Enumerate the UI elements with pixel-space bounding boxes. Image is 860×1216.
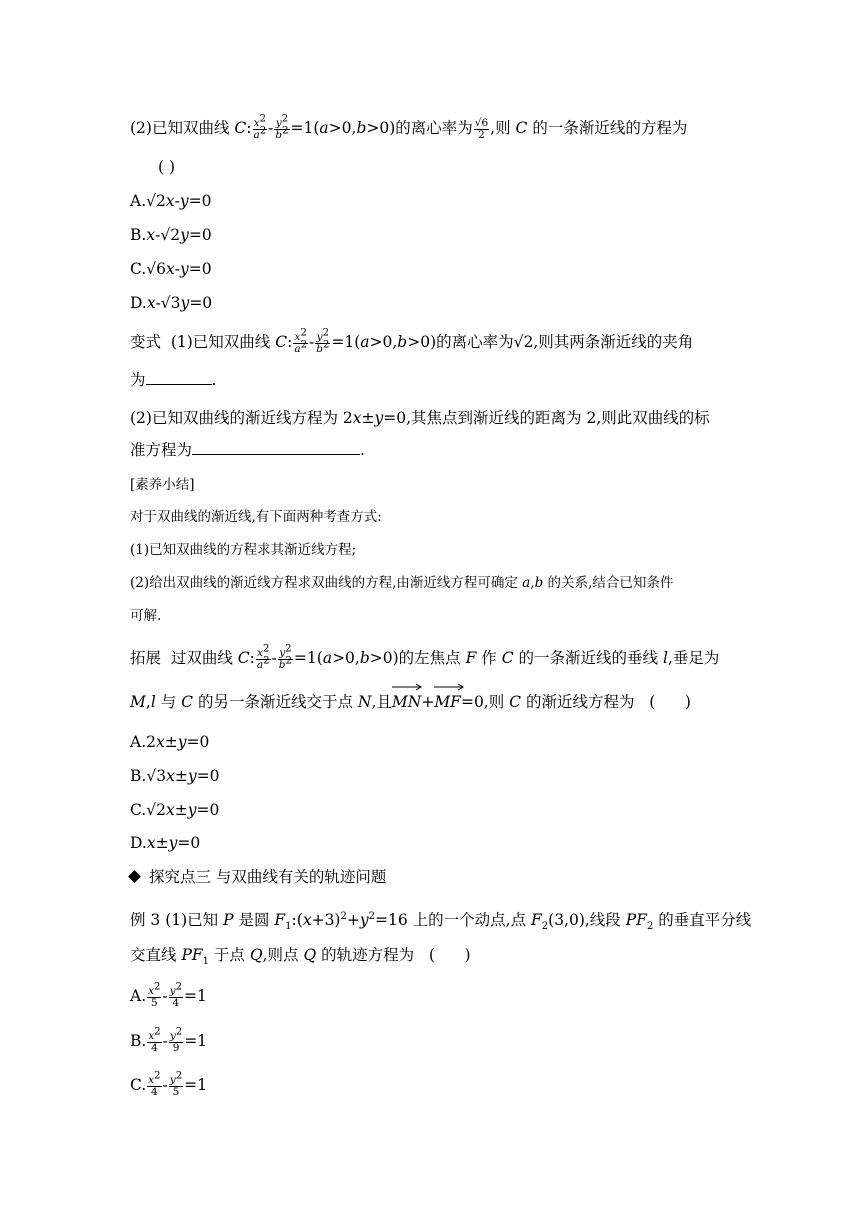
example3-line2: 交直线 $PF_1$ 于点 Q,则点 Q 的轨迹方程为 ( ) [130, 946, 471, 968]
q2-prefix: (2)已知双曲线 [130, 119, 235, 137]
extension-option-d: D.x±y=0 [130, 834, 201, 852]
fraction-x2-a2: $\frac{x^2}{4}$ [148, 1070, 161, 1098]
fraction-x2-a2: $\frac{x^2}{a^2}$ [253, 113, 267, 141]
q2-option-a: A.√2x-y=0 [130, 192, 212, 210]
summary-item2b: 可解. [130, 608, 162, 624]
q2-option-c: C.√6x-y=0 [130, 260, 212, 278]
q2-option-d: D.x-√3y=0 [130, 294, 213, 312]
fraction-y2-b2: $\frac{y^2}{b^2}$ [316, 327, 330, 355]
fraction-ecc: $\frac{√6}{2}$ [474, 116, 489, 141]
fraction-y2-b2: $\frac{y^2}{b^2}$ [278, 643, 292, 671]
fraction-x2-a2: $\frac{x^2}{a^2}$ [256, 643, 270, 671]
extension-option-b: B.√3x±y=0 [130, 767, 220, 785]
summary-title: [素养小结] [130, 477, 195, 493]
example3-option-b: B. $\frac{x^2}{4}$ - $\frac{y^2}{9}$ =1 [130, 1026, 208, 1054]
fraction-x2-a2: $\frac{x^2}{5}$ [148, 981, 161, 1009]
variant-line4: 准方程为 . [130, 441, 365, 459]
q2-option-b: B.x-√2y=0 [130, 226, 212, 244]
extension-line2: M,l 与 C 的另一条渐近线交于点 N,且 MN+ MF=0,则 C 的渐近线方程为 ( ) [130, 691, 691, 713]
example3-line1: 例 3 (1)已知 P 是圆 $F_1:(x+3)^2+y^2=16$ 上的一个动点,点 $F_2(3,0)$,线段 $PF_2$ 的垂直平分线 [130, 910, 752, 933]
question-2-line1: (2)已知双曲线 C: $\frac{x^2}{a^2}$ - $\frac{y^2}{b^2}$ =1(a>0,b>0)的离心率为 $\frac{√6}{2}$ ,则 C 的一条渐近线的方程为 [130, 113, 688, 141]
example3-option-c: C. $\frac{x^2}{4}$ - $\frac{y^2}{5}$ =1 [130, 1070, 207, 1098]
summary-item1: (1)已知双曲线的方程求其渐近线方程; [130, 542, 357, 558]
extension-line1: 拓展 过双曲线 C: $\frac{x^2}{a^2}$ - $\frac{y^2}{b^2}$ =1(a>0,b>0)的左焦点 F 作 C 的一条渐近线的垂线 l,垂足为 [130, 643, 720, 671]
fraction-x2-a2: $\frac{x^2}{a^2}$ [294, 327, 307, 355]
summary-intro: 对于双曲线的渐近线,有下面两种考查方式: [130, 509, 382, 525]
extension-option-a: A.2x±y=0 [130, 733, 210, 751]
vector-mf: MF [434, 691, 461, 713]
fraction-y2-b2: $\frac{y^2}{9}$ [169, 1026, 183, 1054]
variant-line1: 变式 (1)已知双曲线 C: $\frac{x^2}{a^2}$ - $\frac{y^2}{b^2}$ =1(a>0,b>0)的离心率为√2,则其两条渐近线的夹角 [130, 327, 694, 355]
summary-item2: (2)给出双曲线的渐近线方程求双曲线的方程,由渐近线方程可确定 a,b 的关系,结合已知条件 [130, 575, 674, 591]
variant-line3: (2)已知双曲线的渐近线方程为 2x±y=0,其焦点到渐近线的距离为 2,则此双曲线的标 [130, 409, 710, 427]
variant-line2: 为 . [130, 371, 217, 389]
diamond-bullet-icon [128, 870, 141, 883]
vector-mn: MN [392, 691, 421, 713]
section-heading: 探究点三 与双曲线有关的轨迹问题 [130, 866, 386, 888]
fraction-x2-a2: $\frac{x^2}{4}$ [148, 1026, 161, 1054]
fraction-y2-b2: $\frac{y^2}{5}$ [169, 1070, 183, 1098]
answer-blank [192, 440, 360, 455]
answer-blank [146, 370, 212, 385]
q2-answer-paren: ( ) [158, 158, 176, 176]
fraction-y2-b2: $\frac{y^2}{4}$ [169, 981, 182, 1009]
extension-option-c: C.√2x±y=0 [130, 801, 220, 819]
example3-option-a: A. $\frac{x^2}{5}$ - $\frac{y^2}{4}$ =1 [130, 981, 207, 1009]
fraction-y2-b2: $\frac{y^2}{b^2}$ [275, 113, 289, 141]
